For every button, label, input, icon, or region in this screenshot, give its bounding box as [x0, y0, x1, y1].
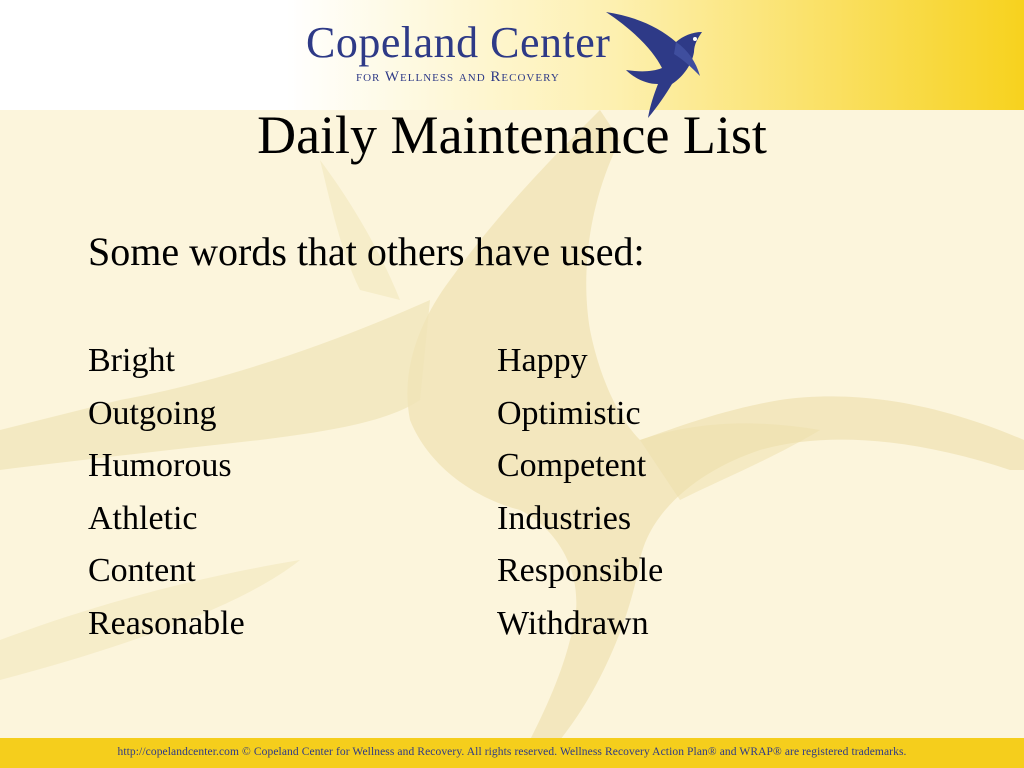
- logo-tagline: for Wellness and Recovery: [356, 69, 560, 85]
- slide-title: Daily Maintenance List: [257, 105, 767, 165]
- footer-text: http://copelandcenter.com © Copeland Center for Wellness and Recovery. All rights reserved. Wellness Recovery Action Plan® and WRAP® are registered trademarks.: [117, 746, 907, 758]
- logo-name: Copeland Center: [306, 18, 611, 67]
- list-item: Athletic: [88, 499, 198, 537]
- word-list-right: [497, 335, 663, 650]
- slide-subtitle: Some words that others have used:: [88, 229, 645, 274]
- list-item: Withdrawn: [497, 604, 649, 642]
- list-item: Optimistic: [497, 394, 641, 432]
- list-item: Bright: [88, 342, 175, 379]
- list-item: Humorous: [88, 447, 232, 484]
- list-item: Responsible: [497, 552, 664, 589]
- list-item: Outgoing: [88, 394, 217, 432]
- word-list-left: [88, 335, 245, 650]
- logo: [306, 18, 610, 86]
- list-item: Happy: [497, 342, 588, 379]
- list-item: Industries: [497, 499, 632, 537]
- list-item: Competent: [497, 447, 647, 484]
- list-item: Reasonable: [88, 604, 245, 642]
- list-item: Content: [88, 552, 196, 589]
